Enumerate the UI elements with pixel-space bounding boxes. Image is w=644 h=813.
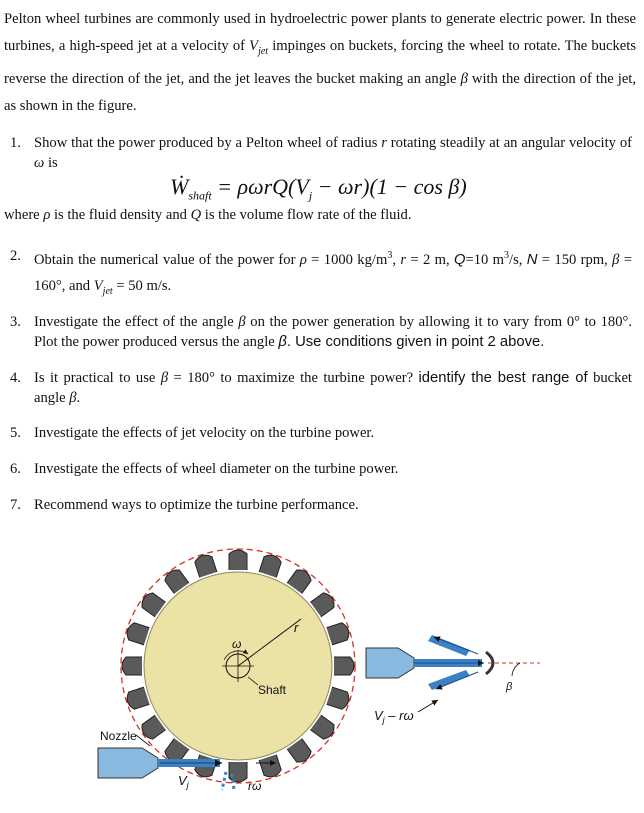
nozzle-left (98, 748, 158, 778)
vj-label: $V_j$ (178, 773, 189, 790)
bucket (229, 762, 247, 782)
relative-velocity-label: $V_j$ – rω (374, 708, 414, 725)
question-2: 2. Obtain the numerical value of the power for ρ = 1000 $kg/m^3$, r = 2 m, Q=10 $m^3/s$, N = 150 rpm, β = 160°, and $V_{jet} = 50$ m/s. (10, 248, 633, 297)
shaft-label: Shaft (258, 683, 287, 697)
question-1: 1. Show that the power produced by a Pelton wheel of radius r rotating steadily at an angular velocity of ω is (10, 135, 632, 171)
power-formula: Ẇ$_{shaft}$ = $\rho\omega rQ(V_j - \omega r)(1 - \cos \beta)$ (170, 174, 467, 203)
formula-where-text: where ρ is the fluid density and Q is the volume flow rate of the fluid. (4, 207, 412, 223)
beta-label: β (506, 681, 513, 693)
nozzle-right (366, 648, 414, 678)
bucket (194, 553, 217, 578)
bucket (229, 550, 247, 570)
rw-label: rω (248, 779, 262, 793)
question-3: 3. Investigate the effect of the angle β on the power generation by allowing it to vary from 0° to 180°. Plot the power produced versus the angle β. Use conditions given in point 2 above. (10, 314, 632, 350)
bucket (125, 622, 150, 645)
question-4: 4. Is it practical to use β = 180° to maximize the turbine power? identify the best range of bucket angle β. (10, 370, 632, 406)
problem-intro: Pelton wheel turbines are commonly used in hydroelectric power plants to generate electric power. In these turbines, a high-speed jet at a velocity of $V_{jet}$ impinges on buckets, forcing the wheel to rotate. The buckets reverse the direction of the jet, and the jet leaves the bucket making an angle β with the direction of the jet, as shown in the figure. (4, 11, 637, 115)
question-7: 7. Recommend ways to optimize the turbine performance. (10, 497, 359, 513)
question-5: 5. Investigate the effects of jet velocity on the turbine power. (10, 425, 375, 441)
question-6: 6. Investigate the effects of wheel diameter on the turbine power. (10, 461, 399, 477)
omega-label: ω (232, 637, 242, 651)
bucket (334, 657, 354, 675)
nozzle-label: Nozzle (100, 729, 137, 743)
radius-label: r (294, 620, 299, 635)
bucket (122, 657, 142, 675)
